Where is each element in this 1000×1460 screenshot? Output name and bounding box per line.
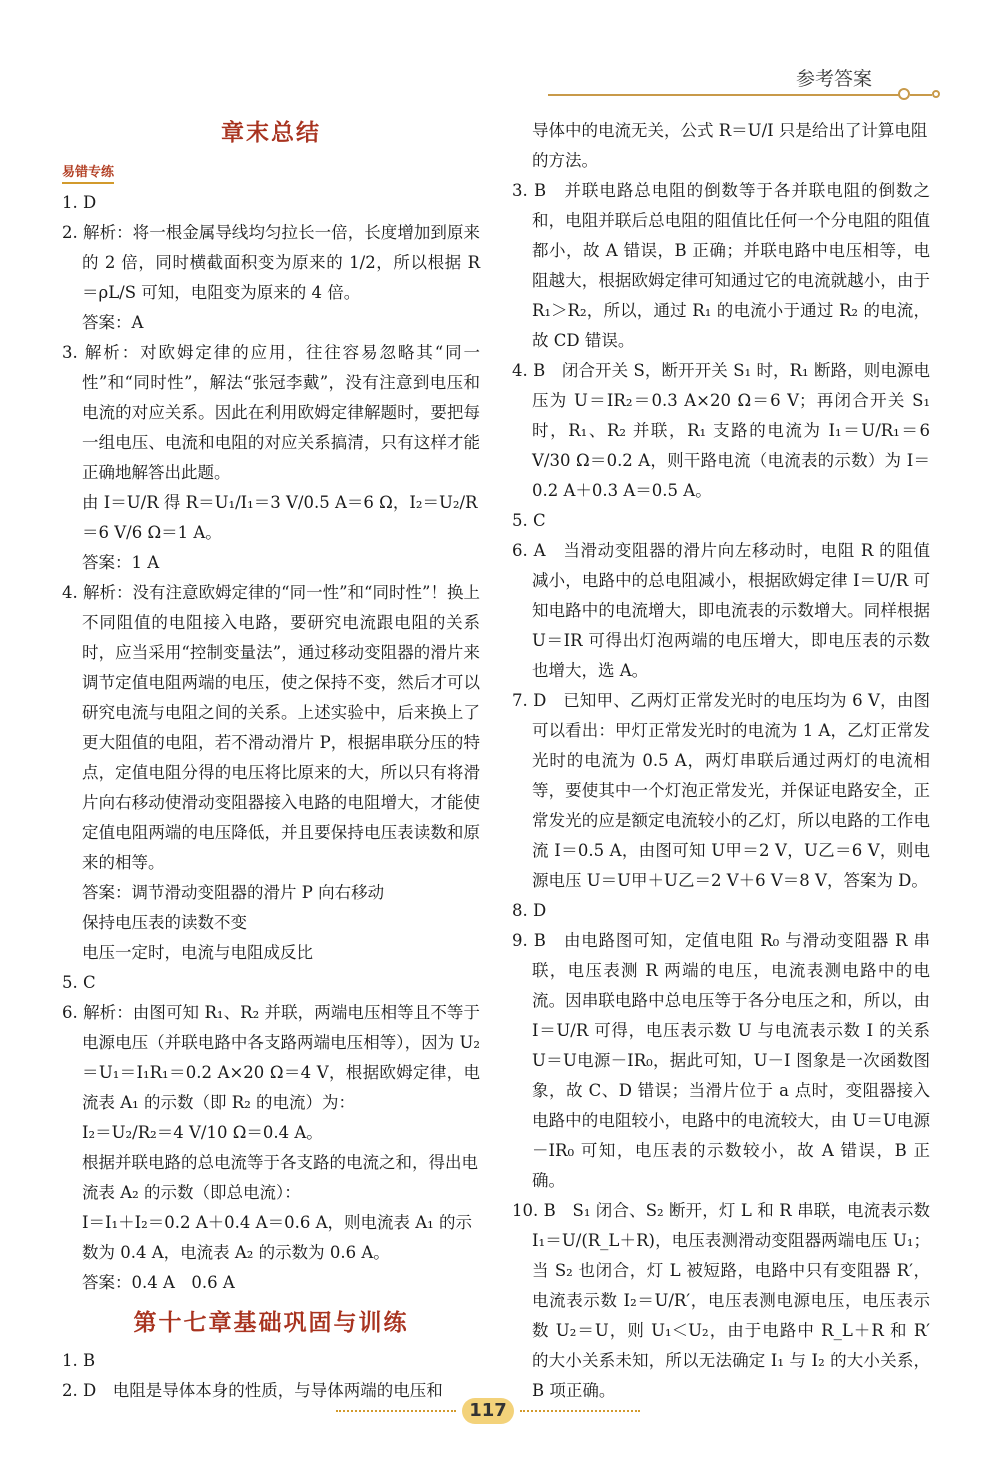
answer-item: 6. A 当滑动变阻器的滑片向左移动时，电阻 R 的阻值减小，电路中的总电阻减小，根据欧姆定律 I＝U/R 可知电路中的电流增大，即电流表的示数增大。同样根据 U＝IR 可得出灯泡两端的电压增大，即电压表的示数也增大，选 A。 [512, 541, 930, 680]
answer-line: I＝I₁＋I₂＝0.2 A＋0.4 A＝0.6 A，则电流表 A₁ 的示数为 0.4 A，电流表 A₂ 的示数为 0.6 A。 [82, 1213, 473, 1262]
page-number: 117 [462, 1398, 514, 1424]
answer-item: 6. 解析：由图可知 R₁、R₂ 并联，两端电压相等且不等于电源电压（并联电路中各支路两端电压相等），因为 U₂＝U₁＝I₁R₁＝0.2 A×20 Ω＝4 V，根据欧姆定律，电流表 A₁ 的示数（即 R₂ 的电流）为： [62, 1003, 480, 1112]
answer-item: 8. D [512, 901, 547, 920]
answer-item: 2. 解析：将一根金属导线均匀拉长一倍，长度增加到原来的 2 倍，同时横截面积变为原来的 1/2，所以根据 R＝ρL/S 可知，电阻变为原来的 4 倍。 [62, 223, 480, 302]
answer-item: 2. D 电阻是导体本身的性质，与导体两端的电压和 [62, 1381, 443, 1400]
answer-item: 3. 解析：对欧姆定律的应用，往往容易忽略其“同一性”和“同时性”，解法“张冠李戴”，没有注意到电压和电流的对应关系。因此在利用欧姆定律解题时，要把每一组电压、电流和电阻的对应关系搞清，只有这样才能正确地解答出此题。 [62, 343, 480, 482]
answer-item: 5. C [62, 973, 96, 992]
answer-line: 电压一定时，电流与电阻成反比 [82, 943, 313, 962]
answer-formula: I₂＝U₂/R₂＝4 V/10 Ω＝0.4 A。 [82, 1123, 323, 1142]
answer-item: 7. D 已知甲、乙两灯正常发光时的电压均为 6 V，由图可以看出：甲灯正常发光时的电流为 1 A，乙灯正常发光时的电流为 0.5 A，两灯串联后通过两灯的电流相等，要使其中一个灯泡正常发光，并保证电路安全，正常发光的应是额定电流较小的乙灯，所以电路的工作电流 I＝0.5 A，由图可知 U甲＝2 V，U乙＝6 V，则电源电压 U＝U甲＋U乙＝2 V＋6 V＝8 V，答案为 D。 [512, 691, 930, 890]
answer-item: 4. 解析：没有注意欧姆定律的“同一性”和“同时性”！换上不同阻值的电阻接入电路，要研究电流跟电阻的关系时，应当采用“控制变量法”，通过移动变阻器的滑片来调节定值电阻两端的电压，使之保持不变，然后才可以研究电流与电阻之间的关系。上述实验中，后来换上了更大阻值的电阻，若不滑动滑片 P，根据串联分压的特点，定值电阻分得的电压将比原来的大，所以只有将滑片向右移动使滑动变阻器接入电路的电阻增大，才能使定值电阻两端的电压降低，并且要保持电压表读数和原来的相等。 [62, 583, 480, 872]
answer-line: 保持电压表的读数不变 [82, 913, 247, 932]
answer-item: 5. C [512, 511, 546, 530]
answer-item: 1. D [62, 193, 97, 212]
section-title-2: 第十七章基础巩固与训练 [133, 1309, 409, 1336]
header-label: 参考答案 [796, 68, 873, 90]
answer-label: 答案：调节滑动变阻器的滑片 P 向右移动 [82, 883, 385, 902]
answer-item: 9. B 由电路图可知，定值电阻 R₀ 与滑动变阻器 R 串联，电压表测 R 两端的电压，电流表测电路中的电流。因串联电路中总电压等于各分电压之和，所以，由 I＝U/R 可得，电压表示数 U 与电流表示数 I 的关系 U＝U电源－IR₀，据此可知，U－I 图象是一次函数图象，故 C、D 错误；当滑片位于 a 点时，变阻器接入电路中的电阻较小，电路中的电流较大，由 U＝U电源－IR₀ 可知，电压表的示数较小，故 A 错误，B 正确。 [512, 931, 930, 1190]
answer-continuation: 导体中的电流无关，公式 R＝U/I 只是给出了计算电阻的方法。 [532, 121, 928, 170]
answer-item: 3. B 并联电路总电阻的倒数等于各并联电阻的倒数之和，电阻并联后总电阻的阻值比任何一个分电阻的阻值都小，故 A 错误，B 正确；并联电路中电压相等，电阻越大，根据欧姆定律可知通过它的电流就越小，由于 R₁＞R₂，所以，通过 R₁ 的电流小于通过 R₂ 的电流，故 CD 错误。 [512, 181, 930, 350]
left-column [62, 116, 480, 1406]
header-rule [548, 94, 900, 96]
answer-item: 4. B 闭合开关 S，断开开关 S₁ 时，R₁ 断路，则电源电压为 U＝IR₂＝0.3 A×20 Ω＝6 V；再闭合开关 S₁ 时，R₁、R₂ 并联，R₁ 支路的电流为 I₁＝U/R₁＝6 V/30 Ω＝0.2 A，则干路电流（电流表的示数）为 I＝0.2 A＋0.3 A＝0.5 A。 [512, 361, 930, 500]
right-column [512, 116, 930, 1406]
footer-dots-left [336, 1410, 456, 1412]
answer-item: 1. B [62, 1351, 96, 1370]
answer-label: 答案：1 A [82, 553, 160, 572]
answer-item: 10. B S₁ 闭合、S₂ 断开，灯 L 和 R 串联，电流表示数 I₁＝U/(R_L＋R)，电压表测滑动变阻器两端电压 U₁；当 S₂ 也闭合，灯 L 被短路，电路中只有变阻器 R′，电流表示数 I₂＝U/R′，电压表测电源电压，电压表示数 U₂＝U，则 U₁＜U₂，由于电路中 R_L＋R 和 R′ 的大小关系未知，所以无法确定 I₁ 与 I₂ 的大小关系，B 项正确。 [512, 1201, 930, 1400]
answer-label: 答案：0.4 A 0.6 A [82, 1273, 235, 1292]
answer-formula: 由 I＝U/R 得 R＝U₁/I₁＝3 V/0.5 A＝6 Ω，I₂＝U₂/R＝6 V/6 Ω＝1 A。 [82, 493, 478, 542]
header-ornament-icon [898, 88, 910, 100]
section-tag: 易错专练 [62, 164, 114, 184]
section-title: 章末总结 [221, 119, 321, 146]
header-ornament-icon-small [932, 90, 940, 98]
answer-line: 根据并联电路的总电流等于各支路的电流之和，得出电流表 A₂ 的示数（即总电流）： [82, 1153, 478, 1202]
header-ornament-tail [910, 94, 932, 96]
answer-label: 答案：A [82, 313, 144, 332]
footer-dots-right [520, 1410, 640, 1412]
